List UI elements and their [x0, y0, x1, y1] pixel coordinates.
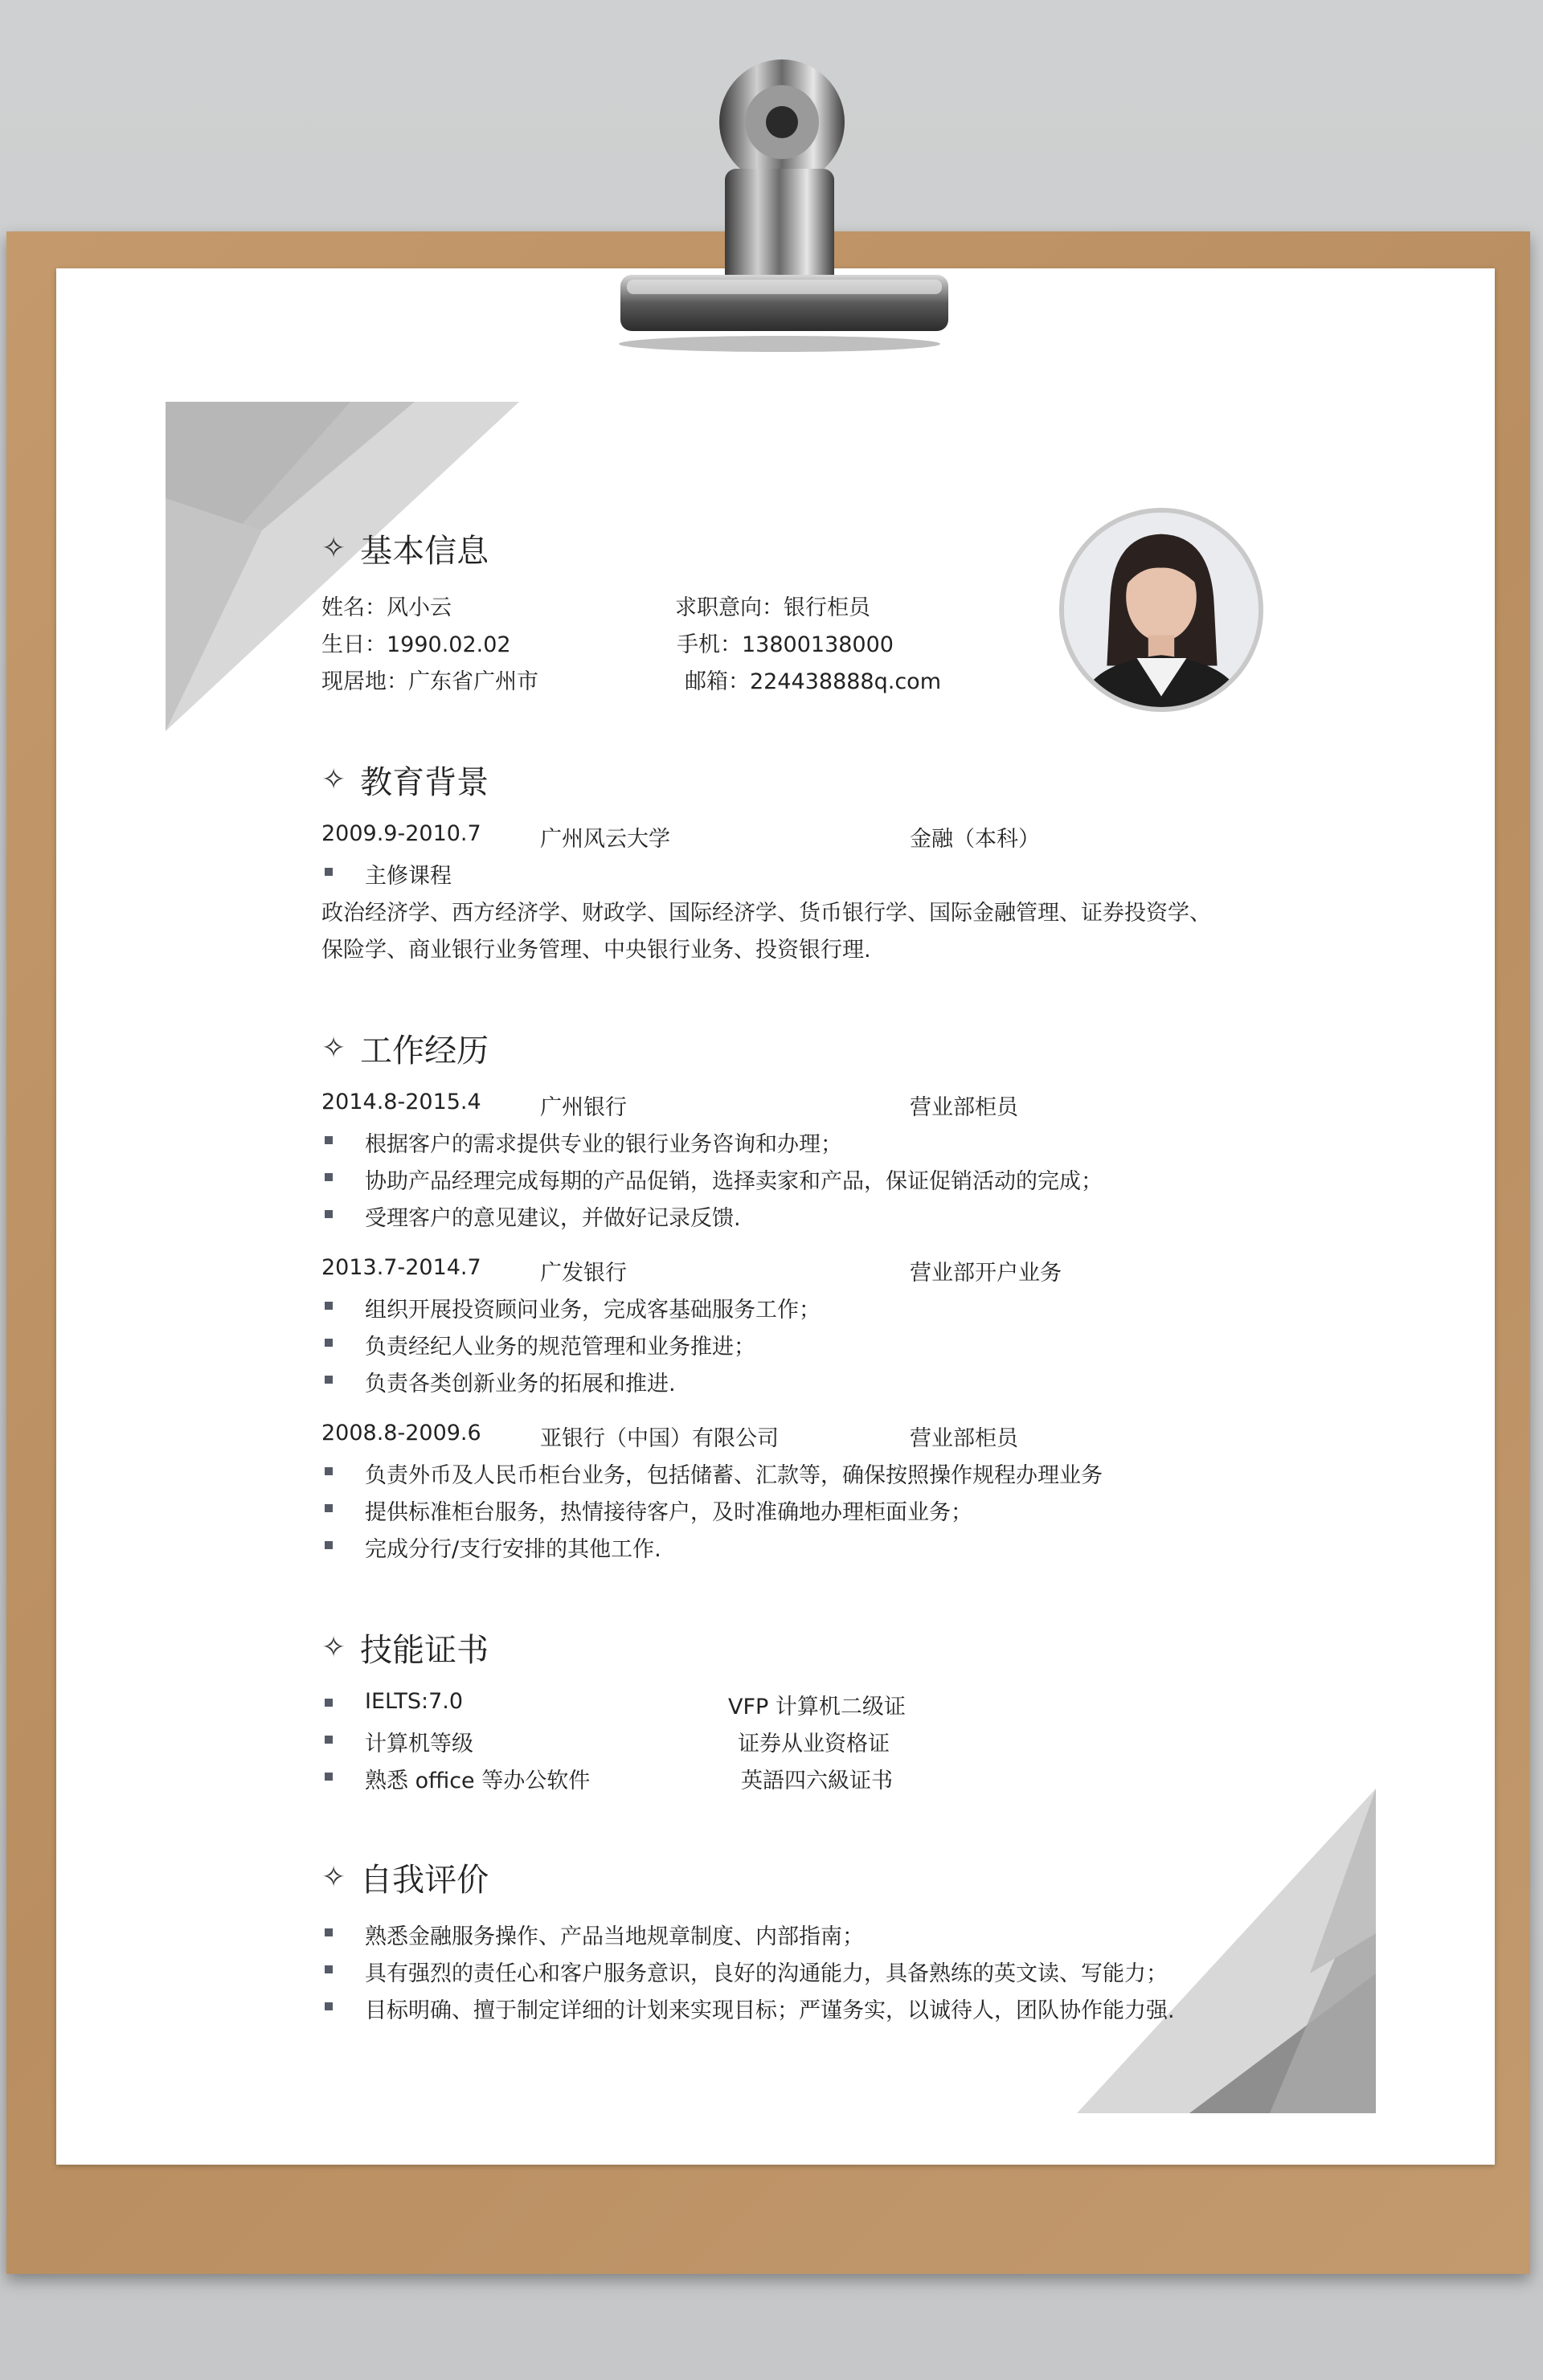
section-title: 工作经历	[360, 1033, 489, 1069]
section-education	[321, 757, 489, 803]
name: 姓名：风小云	[321, 595, 452, 620]
courses-line-1: 政治经济学、西方经济学、财政学、国际经济学、货币银行学、国际金融管理、证券投资学、	[321, 901, 1211, 926]
sparkle-star-icon: ✧	[321, 1861, 346, 1894]
sparkle-star-icon: ✧	[321, 763, 346, 796]
education-major: 金融（本科）	[910, 827, 1040, 852]
work-item: 受理客户的意见建议，并做好记录反馈.	[365, 1206, 741, 1231]
self-item: 具有强烈的责任心和客户服务意识，良好的沟通能力，具备熟练的英文读、写能力；	[365, 1961, 1168, 1986]
section-title: 技能证书	[360, 1632, 489, 1669]
self-item: 目标明确、擅于制定详细的计划来实现目标；严谨务实，以诚待人，团队协作能力强.	[365, 1998, 1175, 2023]
courses-line-2: 保险学、商业银行业务管理、中央银行业务、投资银行理.	[321, 938, 871, 963]
work-period: 2014.8-2015.4	[321, 1090, 481, 1114]
self-item: 熟悉金融服务操作、产品当地规章制度、内部指南；	[365, 1924, 864, 1949]
bullet-icon	[325, 1965, 333, 1973]
sparkle-star-icon: ✧	[321, 1631, 346, 1664]
work-item: 完成分行/支行安排的其他工作.	[365, 1537, 661, 1562]
bullet-icon	[325, 2002, 333, 2010]
job-intention: 求职意向：银行柜员	[675, 595, 870, 620]
sparkle-star-icon: ✧	[321, 532, 346, 565]
work-period: 2013.7-2014.7	[321, 1255, 481, 1280]
bullet-icon	[325, 1136, 333, 1144]
bullet-icon	[325, 1699, 333, 1707]
skill-item: VFP 计算机二级证	[728, 1695, 906, 1720]
education-period: 2009.9-2010.7	[321, 821, 481, 846]
work-item: 负责外币及人民币柜台业务，包括储蓄、汇款等，确保按照操作规程办理业务	[365, 1463, 1103, 1488]
section-work	[321, 1025, 489, 1071]
skill-item: 英語四六級证书	[741, 1769, 893, 1793]
work-company: 广发银行	[540, 1261, 627, 1286]
section-skills	[321, 1625, 489, 1670]
bullet-icon	[325, 1541, 333, 1549]
education-school: 广州风云大学	[540, 827, 670, 852]
course-title: 主修课程	[365, 864, 452, 889]
section-self-evaluation	[321, 1855, 489, 1900]
work-company: 亚银行（中国）有限公司	[540, 1426, 779, 1451]
section-title: 自我评价	[360, 1862, 489, 1899]
bullet-icon	[325, 1736, 333, 1744]
work-item: 根据客户的需求提供专业的银行业务咨询和办理；	[365, 1132, 842, 1157]
work-position: 营业部柜员	[910, 1095, 1018, 1120]
section-basic-info	[321, 525, 489, 571]
skill-item: 证券从业资格证	[738, 1732, 890, 1756]
section-title: 基本信息	[360, 533, 489, 570]
bullet-icon	[325, 1376, 333, 1384]
decor-bottom-right	[1077, 1789, 1376, 2113]
work-company: 广州银行	[540, 1095, 627, 1120]
skill-item: 熟悉 office 等办公软件	[365, 1769, 591, 1793]
bullet-icon	[325, 1504, 333, 1512]
work-period: 2008.8-2009.6	[321, 1421, 481, 1446]
birthday: 生日：1990.02.02	[321, 632, 511, 657]
work-item: 协助产品经理完成每期的产品促销，选择卖家和产品，保证促销活动的完成；	[365, 1169, 1103, 1194]
email: 邮箱：224438888q.com	[685, 669, 941, 694]
address: 现居地：广东省广州市	[321, 669, 538, 694]
binder-clip-icon	[579, 48, 948, 354]
skill-item: IELTS:7.0	[365, 1689, 464, 1714]
work-item: 组织开展投资顾问业务，完成客基础服务工作；	[365, 1298, 821, 1323]
bullet-icon	[325, 868, 333, 876]
work-item: 负责各类创新业务的拓展和推进.	[365, 1372, 676, 1397]
section-title: 教育背景	[360, 764, 489, 801]
sparkle-star-icon: ✧	[321, 1032, 346, 1065]
bullet-icon	[325, 1467, 333, 1475]
work-item: 负责经纪人业务的规范管理和业务推进；	[365, 1335, 755, 1360]
work-position: 营业部柜员	[910, 1426, 1018, 1451]
work-item: 提供标准柜台服务，热情接待客户，及时准确地办理柜面业务；	[365, 1500, 972, 1525]
phone: 手机：13800138000	[677, 632, 894, 657]
skill-item: 计算机等级	[365, 1732, 473, 1756]
work-position: 营业部开户业务	[910, 1261, 1062, 1286]
bullet-icon	[325, 1302, 333, 1310]
bullet-icon	[325, 1210, 333, 1218]
bullet-icon	[325, 1773, 333, 1781]
avatar	[1059, 508, 1263, 712]
bullet-icon	[325, 1928, 333, 1936]
bullet-icon	[325, 1339, 333, 1347]
bullet-icon	[325, 1173, 333, 1181]
